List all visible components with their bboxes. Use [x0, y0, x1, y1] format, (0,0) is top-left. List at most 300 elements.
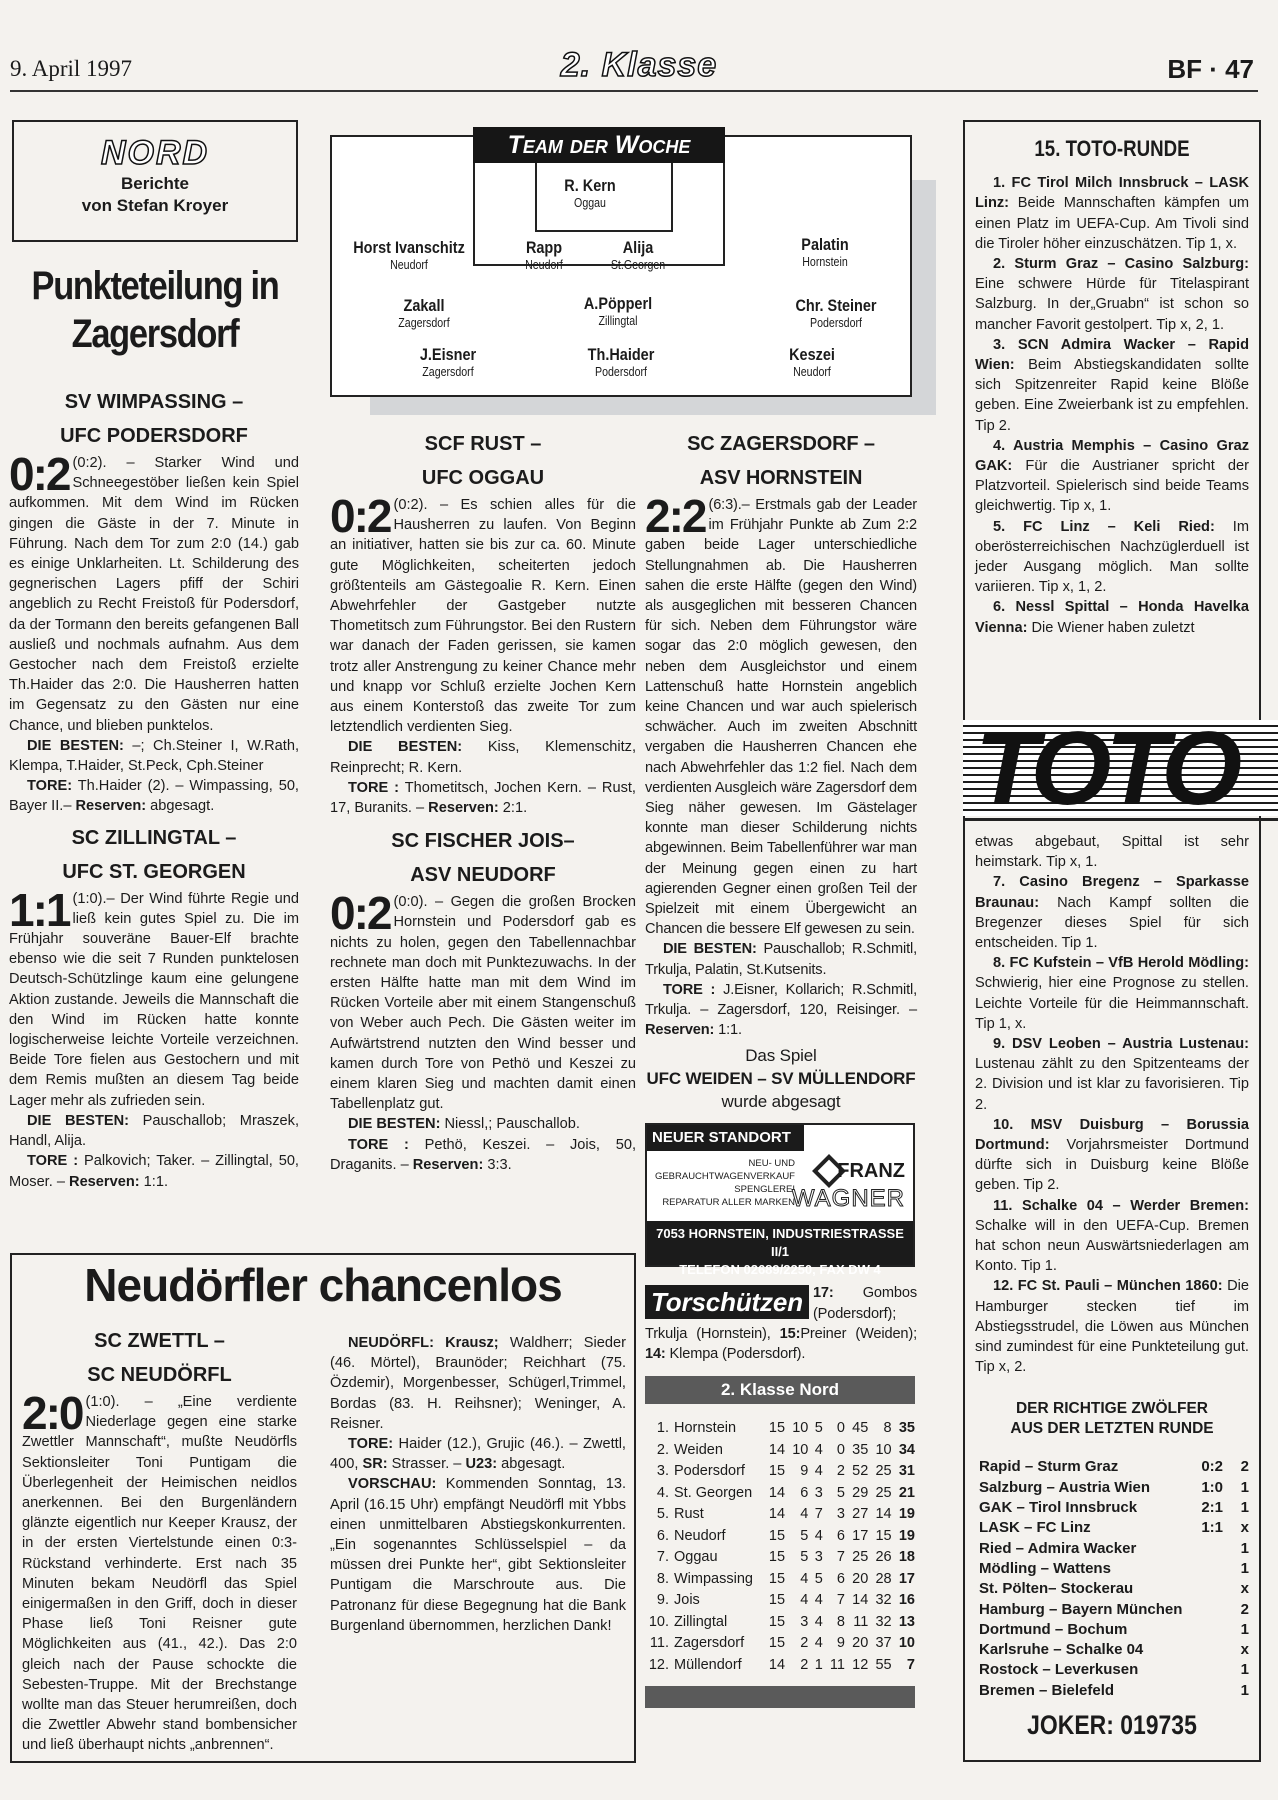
- toto-item: [975, 254, 1249, 335]
- table-row: [645, 1483, 915, 1505]
- table-cell: 4: [814, 1592, 823, 1609]
- ad-services: [655, 1157, 795, 1209]
- player-name: Th.Haider: [587, 345, 655, 364]
- note-text: Waldherr; Sieder (46. Mörtel), Braunöder; Reichhart (75. Özdemir), Morgenbesser, Schügerl,Trimmel, Bordas (83. H. Reihsner); Weninger, A. Reisner.: [330, 1335, 626, 1432]
- table-cell: 4: [814, 1463, 823, 1480]
- article-heading: [645, 427, 917, 495]
- toto-match: 6. Nessl Spittal – Honda Havelka Vienna:: [975, 599, 1249, 636]
- table-cell: 3: [836, 1506, 845, 1523]
- table-cell: 15: [768, 1463, 786, 1480]
- zwoelfer-tip: 1: [1240, 1559, 1249, 1577]
- cancelled-match: UFC WEIDEN – SV MÜLLENDORF: [646, 1069, 916, 1089]
- table-cell: 4: [800, 1506, 809, 1523]
- cancelled-line: wurde abgesagt: [721, 1092, 841, 1112]
- table-cell: 6.: [656, 1527, 669, 1544]
- article-heading: [9, 385, 299, 453]
- note-text: abgesagt.: [146, 798, 215, 815]
- toto-match: 8. FC Kufstein – VfB Herold Mödling:: [993, 955, 1249, 972]
- article-body: [330, 887, 636, 1114]
- table-cell: 2: [800, 1635, 809, 1652]
- zwoelfer-row: [979, 1600, 1249, 1620]
- zwoelfer-tip: 2: [1240, 1600, 1249, 1618]
- article-note: [9, 736, 299, 776]
- table-cell: 14: [852, 1592, 869, 1609]
- table-cell: 25: [852, 1549, 869, 1566]
- note-label: TORE :: [27, 1153, 79, 1170]
- ad-line: GEBRAUCHTWAGENVERKAUF: [654, 1171, 795, 1183]
- table-cell: 11: [853, 1613, 869, 1630]
- zwoelfer-tip: x: [1240, 1641, 1249, 1659]
- player: [373, 345, 523, 379]
- toto-match: 12. FC St. Pauli – München 1860:: [993, 1278, 1223, 1295]
- table-cell: 15: [768, 1420, 786, 1437]
- zwoelfer-score: 1:1: [1201, 1519, 1223, 1537]
- main-headline: [30, 262, 279, 358]
- table-cell: 7: [836, 1549, 845, 1566]
- zwoelfer-heading: [975, 1399, 1249, 1439]
- team-name: Podersdorf: [674, 1463, 745, 1480]
- player-name: Keszei: [789, 345, 835, 364]
- note-text: Preiner (Weiden);: [800, 1325, 917, 1342]
- table-cell: 34: [898, 1441, 915, 1458]
- scorers-label: Torschützen: [645, 1285, 809, 1319]
- table-cell: 15: [768, 1570, 786, 1587]
- zwoelfer-match: Karlsruhe – Schalke 04: [979, 1641, 1144, 1659]
- table-cell: 20: [852, 1635, 869, 1652]
- table-cell: 19: [898, 1506, 915, 1523]
- table-cell: 12.: [648, 1656, 669, 1673]
- zwoelfer-table: [979, 1457, 1249, 1701]
- zwoelfer-match: Mödling – Wattens: [979, 1559, 1111, 1577]
- table-cell: 13: [898, 1613, 915, 1630]
- zwoelfer-score: 2:1: [1201, 1499, 1223, 1517]
- table-cell: 45: [852, 1420, 869, 1437]
- table-row: [645, 1590, 915, 1612]
- note-text: 1:1.: [139, 1173, 169, 1190]
- zwoelfer-match: Rostock – Leverkusen: [979, 1661, 1139, 1679]
- table-cell: 4: [814, 1613, 823, 1630]
- player-club: Podersdorf: [810, 316, 862, 330]
- table-cell: 3: [800, 1613, 809, 1630]
- toto-item: [975, 953, 1249, 1034]
- zwoelfer-tip: x: [1240, 1519, 1249, 1537]
- article-heading: [22, 1324, 297, 1392]
- article-heading: [330, 427, 636, 495]
- note-text: abgesagt.: [497, 1456, 566, 1473]
- note-label: DIE BESTEN:: [27, 737, 124, 754]
- table-cell: 15: [768, 1613, 786, 1630]
- zwoelfer-row: [979, 1539, 1249, 1559]
- table-cell: 8.: [656, 1570, 669, 1587]
- player-club: Neudorf: [525, 258, 563, 272]
- note-label: TORE:: [27, 778, 73, 795]
- standings-table: [645, 1418, 915, 1676]
- player-name: R. Kern: [564, 176, 616, 195]
- table-cell: 9: [836, 1635, 845, 1652]
- table-row: [645, 1440, 915, 1462]
- article-text: (0:0). – Gegen die großen Brocken Hornstein und Podersdorf gab es nichts zu holen, gegen den Tabellennachbar rechnete man doch mit Punktezuwachs. In der ersten Hälfte hatte man mit dem Wind im Rücken Vorteile aber mit einem Stangenschuß von Weber auch Pech. Die Gästen weiter im Aufwärtstrend nutzten den Wind besser und kamen durch Tore von Pethö und Keszei zu einem klaren Sieg und machten damit einen Tabellenplatz gut.: [330, 894, 636, 1113]
- heading-line: SCF RUST –: [424, 433, 542, 455]
- player-name: Zakall: [403, 296, 445, 315]
- player-club: Podersdorf: [595, 365, 647, 379]
- column-middle: [330, 425, 636, 1179]
- zwoelfer-score: 1:0: [1201, 1478, 1223, 1496]
- toto-item: [975, 1115, 1249, 1196]
- zwoelfer-match: Bremen – Bielefeld: [979, 1681, 1115, 1699]
- article-text: (1:0). – „Eine verdiente Niederlage gegen eine starke Zwettler Mannschaft“, mußte Neudörfls Sektionsleiter Toni Puntigam die Überlegenheit der Heimischen neidlos anerkennen. Bei den Burgenländern glänzte eigentlich nur Keeper Krausz, der in der ersten Viertelstunde einen 0:3-Rückstand verhinderte. Erst nach 35 Minuten bekam Neudörfl das Spiel einigermaßen in den Griff, doch in dieser Phase ließ Toni Reisner gute Möglichkeiten aus (41., 42.). Das 2:0 gleich nach der Pause schockte die Sebesten-Truppe. Mit der Brechstange wollte man das Steuer herumreißen, doch die Zwettler Abwehr stand bombensicher und ließ überhaupt nichts „anbrennen“.: [22, 1394, 297, 1754]
- toto-rule: [963, 818, 1278, 821]
- table-row: [645, 1655, 915, 1677]
- table-cell: 15: [875, 1527, 892, 1544]
- note-label: Reserven:: [69, 1173, 140, 1190]
- toto-text: Lustenau zählt zu den Spitzenteams der 2. Division und ist klar zu favorisieren. Tip 2.: [975, 1056, 1249, 1113]
- zwoelfer-tip: 1: [1240, 1681, 1249, 1699]
- player-name: Chr. Steiner: [795, 296, 877, 315]
- toto-item: [975, 597, 1249, 637]
- note-label: TORE :: [663, 981, 716, 998]
- heading-line: SC FISCHER JOIS–: [391, 830, 575, 853]
- nord-box: [12, 120, 298, 242]
- article: [330, 824, 636, 1175]
- toto-text: Die Wiener haben zuletzt: [1027, 619, 1195, 636]
- note-text: Pethö, Keszei. – Jois, 50, Draganits. –: [330, 1136, 636, 1173]
- table-cell: 8: [836, 1613, 845, 1630]
- table-row: [645, 1569, 915, 1591]
- toto-item: [975, 1034, 1249, 1115]
- toto-items-first: [975, 173, 1249, 638]
- table-cell: 19: [898, 1527, 915, 1544]
- table-cell: 20: [852, 1570, 869, 1587]
- table-cell: 7: [906, 1656, 915, 1673]
- match-score: 0:2: [330, 887, 391, 940]
- zwoelfer-row: [979, 1478, 1249, 1498]
- table-cell: 7: [814, 1506, 823, 1523]
- note-label: Reserven:: [645, 1022, 715, 1039]
- zwoelfer-tip: 2: [1240, 1458, 1249, 1476]
- note-text: Haider (12.), Grujic (46.). – Zwettl, 400,: [330, 1436, 626, 1473]
- note-text: Klempa (Podersdorf).: [665, 1346, 806, 1363]
- zwoelfer-row: [979, 1660, 1249, 1680]
- toto-column-top: [975, 125, 1249, 638]
- note-label: VORSCHAU:: [348, 1476, 437, 1493]
- zwoelfer-tip: 1: [1240, 1499, 1249, 1517]
- table-cell: 5: [814, 1420, 823, 1437]
- note-label: 14:: [645, 1346, 666, 1363]
- note-text: 3:3.: [483, 1156, 512, 1173]
- zwoelfer-row: [979, 1518, 1249, 1538]
- article-body: [330, 490, 636, 737]
- table-cell: 5: [800, 1549, 809, 1566]
- team-name: Müllendorf: [674, 1656, 742, 1673]
- player: [750, 235, 900, 269]
- zwoelfer-match: Dortmund – Bochum: [979, 1620, 1128, 1638]
- article-heading: [330, 824, 636, 892]
- note-label: TORE :: [348, 779, 400, 796]
- toto-item: [975, 872, 1249, 953]
- match-score: 1:1: [9, 883, 70, 936]
- table-cell: 52: [852, 1463, 869, 1480]
- zwoelfer-match: Salzburg – Austria Wien: [979, 1478, 1151, 1496]
- table-cell: 25: [875, 1484, 892, 1501]
- note-text: Palkovich; Taker. – Zillingtal, 50, Moser. –: [9, 1153, 299, 1190]
- note-text: Thometitsch, Jochen Kern. – Rust, 17, Buranits. –: [330, 779, 636, 817]
- player-club: Zillingtal: [598, 314, 638, 328]
- table-row: [645, 1633, 915, 1655]
- toto-item: [975, 1196, 1249, 1277]
- note-text: Strasser. –: [387, 1456, 466, 1473]
- bottom-article-right: [330, 1333, 626, 1636]
- toto-items-second: [975, 872, 1249, 1377]
- zwoelfer-match: Rapid – Sturm Graz: [979, 1458, 1119, 1476]
- table-cell: 4: [800, 1592, 809, 1609]
- ad-contact: [647, 1221, 913, 1278]
- article-note: [330, 1135, 636, 1175]
- table-cell: 0: [836, 1441, 845, 1458]
- heading-line: SC ZWETTL –: [94, 1330, 225, 1352]
- page-number: BF · 47: [1167, 54, 1254, 84]
- player-club: Neudorf: [390, 258, 428, 272]
- nord-byline-2: von Stefan Kroyer: [81, 196, 229, 215]
- toto-logo-text: TOTO: [975, 720, 1237, 816]
- section-title: 2. Klasse: [560, 46, 718, 84]
- player: [515, 176, 665, 210]
- table-cell: 25: [875, 1463, 892, 1480]
- note-label: NEUDÖRFL: Krausz;: [348, 1335, 499, 1351]
- player-club: St.Georgen: [610, 258, 666, 272]
- table-cell: 5: [800, 1527, 809, 1544]
- toto-match: 5. FC Linz – Keli Ried:: [993, 518, 1215, 535]
- header-rule: [10, 90, 1258, 92]
- heading-line: UFC PODERSDORF: [60, 425, 248, 447]
- zwoelfer-match: St. Pölten– Stockerau: [979, 1580, 1134, 1598]
- zwoelfer-match: GAK – Tirol Innsbruck: [979, 1499, 1138, 1517]
- article-note: [645, 980, 917, 1041]
- player-name: Rapp: [525, 238, 563, 257]
- table-cell: 55: [875, 1656, 892, 1673]
- article-body: [645, 490, 917, 939]
- article: [9, 385, 299, 817]
- article-note: [9, 1151, 299, 1191]
- table-cell: 32: [875, 1613, 892, 1630]
- player-club: Neudorf: [793, 365, 831, 379]
- zwoelfer-tip: 1: [1240, 1620, 1249, 1638]
- table-cell: 10: [792, 1420, 809, 1437]
- table-row: [645, 1418, 915, 1440]
- table-row: [645, 1547, 915, 1569]
- heading-line: SV WIMPASSING –: [64, 391, 244, 413]
- note-label: DIE BESTEN:: [27, 1112, 129, 1129]
- table-cell: 14: [768, 1656, 786, 1673]
- table-cell: 14: [768, 1506, 786, 1523]
- heading-line: SC ZAGERSDORF –: [687, 433, 875, 455]
- table-cell: 11: [829, 1656, 845, 1673]
- heading-line: ASV NEUDORF: [410, 864, 556, 887]
- zwoelfer-match: LASK – FC Linz: [979, 1519, 1091, 1537]
- ad-brand-last: WAGNER: [791, 1185, 905, 1213]
- table-cell: 16: [898, 1592, 915, 1609]
- zwoelfer-heading-line: AUS DER LETZTEN RUNDE: [1010, 1420, 1214, 1438]
- player-name: J.Eisner: [419, 345, 477, 364]
- column-third: [645, 425, 917, 1708]
- toto-item: [975, 1276, 1249, 1377]
- team-name: Wimpassing: [674, 1570, 753, 1587]
- table-cell: 15: [768, 1592, 786, 1609]
- toto-title: 15. TOTO-RUNDE: [1034, 136, 1190, 161]
- player-name: Palatin: [801, 235, 849, 254]
- article-note: [330, 737, 636, 777]
- zwoelfer-row: [979, 1498, 1249, 1518]
- table-cell: 4: [800, 1570, 809, 1587]
- team-name: St. Georgen: [674, 1484, 753, 1501]
- toto-text: Schalke will in den UEFA-Cup. Bremen hat schon neun Auswärtsniederlagen am Konto. Tip 1.: [975, 1217, 1249, 1275]
- joker-number: JOKER: 019735: [1027, 1710, 1197, 1741]
- toto-text: Nach Kampf sollten die Bregenzer dieses Spiel für sich entscheiden. Tip 1.: [975, 894, 1249, 952]
- table-cell: 27: [852, 1506, 869, 1523]
- note-label: DIE BESTEN:: [348, 1116, 441, 1133]
- zwoelfer-score: 0:2: [1201, 1458, 1223, 1476]
- toto-text: Für die Austrianer spricht der Platzvorteil. Spielerisch sind beide Teams gleichwertig. Tip x, 1.: [975, 458, 1249, 515]
- note-text: Kiss, Klemenschitz, Reinprecht; R. Kern.: [330, 739, 637, 776]
- article-heading: [9, 821, 299, 889]
- ad-line: SPENGLEREI: [734, 1184, 795, 1196]
- table-cell: 10.: [648, 1613, 669, 1630]
- table-cell: 10: [898, 1635, 915, 1652]
- toto-item-continued: etwas abgebaut, Spittal ist sehr heimstark. Tip x, 1.: [975, 834, 1249, 871]
- zwoelfer-score: [1199, 1660, 1223, 1680]
- heading-line: UFC OGGAU: [421, 467, 545, 489]
- zwoelfer-tip: 1: [1240, 1661, 1249, 1679]
- team-name: Neudorf: [674, 1527, 726, 1544]
- ad-phone: TELEFON 02689/2250, FAX DW 4: [679, 1262, 881, 1278]
- player-name: A.Pöpperl: [583, 294, 653, 313]
- article-note: [645, 939, 917, 979]
- team-name: Jois: [674, 1592, 700, 1609]
- note-label: 17:: [812, 1285, 834, 1302]
- toto-text: Schwierig, hier eine Prognose zu stellen. Leichte Vorteile für die Heimmannschaft. Tip 1, x.: [975, 975, 1249, 1032]
- nord-byline-1: Berichte: [120, 174, 190, 193]
- article-note: [330, 1114, 636, 1134]
- zwoelfer-score: [1199, 1539, 1223, 1559]
- toto-text: Beide Mannschaften kämpfen um einen Platz im UEFA-Cup. Am Tivoli sind die Tiroler höher einzuschätzen. Tip 1, x.: [975, 195, 1249, 252]
- table-cell: 4: [814, 1441, 823, 1458]
- toto-match: 9. DSV Leoben – Austria Lustenau:: [993, 1036, 1249, 1053]
- note-label: SR:: [362, 1456, 388, 1473]
- table-cell: 15: [768, 1549, 786, 1566]
- table-footer-bar: [645, 1686, 915, 1708]
- table-cell: 1.: [656, 1420, 669, 1437]
- table-cell: 29: [852, 1484, 869, 1501]
- table-cell: 0: [836, 1420, 845, 1437]
- team-name: Oggau: [674, 1549, 718, 1566]
- table-cell: 12: [852, 1656, 869, 1673]
- toto-text: Beim Abstiegskandidaten sollte sich Spitzenreiter Rapid keine Blöße geben. Eine Zweierbank ist zu empfehlen. Tip 2.: [975, 357, 1249, 434]
- cancelled-line: Das Spiel: [745, 1046, 817, 1066]
- zwoelfer-tip: x: [1240, 1580, 1249, 1598]
- article-note: [9, 776, 299, 816]
- zwoelfer-tip: 1: [1240, 1478, 1249, 1496]
- toto-item: [975, 173, 1249, 254]
- table-cell: 10: [792, 1441, 809, 1458]
- toto-match: 2. Sturm Graz – Casino Salzburg:: [993, 256, 1249, 273]
- headline-line: Punkteteilung in: [31, 264, 279, 308]
- player: [563, 238, 713, 272]
- table-cell: 3: [814, 1484, 823, 1501]
- table-row: [645, 1612, 915, 1634]
- table-cell: 5.: [656, 1506, 669, 1523]
- article-note: [9, 1111, 299, 1151]
- zwoelfer-score: [1199, 1640, 1223, 1660]
- cancelled-notice: [645, 1044, 917, 1113]
- zwoelfer-row: [979, 1620, 1249, 1640]
- table-cell: 2: [800, 1656, 809, 1673]
- zwoelfer-heading-line: DER RICHTIGE ZWÖLFER: [1015, 1400, 1209, 1418]
- player: [334, 238, 484, 272]
- table-cell: 3: [814, 1549, 823, 1566]
- note-label: Reserven:: [75, 798, 147, 815]
- team-name: Rust: [674, 1506, 704, 1523]
- bottom-headline: Neudörfler chancenlos: [84, 1259, 562, 1311]
- article: [330, 427, 636, 818]
- nord-logo: NORD: [100, 134, 210, 172]
- table-cell: 7: [836, 1592, 845, 1609]
- match-score: 2:0: [22, 1387, 83, 1439]
- toto-match: 7. Casino Bregenz – Sparkasse Braunau:: [975, 874, 1249, 911]
- table-cell: 18: [898, 1549, 915, 1566]
- article-text: (0:2). – Es schien alles für die Hausherren zu laufen. Von Beginn an initiativer, hatten sie bis zur ca. 60. Minute gute Möglichkeiten, scheiterten jedoch größtenteils am Gästegoalie R. Kern. Einen Abwehrfehler der Gastgeber nutzte Thometitsch zum Führungstor. Bei den Rustern war danach der Faden gerissen, sie kamen trotz aller Anstrengung zu keiner Chance mehr und knapp vor Schluß erzielte Jochen Kern aus einem Konterstoß das zweite Tor zum letztendlich verdienten Sieg.: [330, 497, 636, 736]
- article-body: [9, 883, 299, 1111]
- article: [9, 821, 299, 1192]
- zwoelfer-score: [1199, 1620, 1223, 1640]
- zwoelfer-match: Ried – Admira Wacker: [979, 1539, 1137, 1557]
- zwoelfer-score: [1199, 1600, 1223, 1620]
- article-text: (6:3).– Erstmals gab der Leader im Frühjahr Punkte ab Zum 2:2 gaben beide Lager unterschiedliche Stellungnahmen ab. Die Hausherren sahen die erste Hälfte (gegen den Wind) als ausgeglichen mit besseren Chancen für sich. Neben dem Führungstor wäre sogar das 2:0 möglich gewesen, den neben dem Ausgleichstor und einem Lattenschuß hatte Hornstein angeblich keine Chancen und war auch spielerisch schwächer. Auch im zweiten Abschnitt vergaben die Hausherren Chancen ehe nach Abwehrfehler das 1:2 fiel. Nach dem verdienten Ausgleich wäre Zagersdorf dem Sieg näher gewesen. Im Gästelager konnte man dieser Schilderung nichts abgewinnen. Beim Tabellenführer war man der Meinung gegen einen zu hart agierenden Gegner einen großen Teil der Spielzeit mit einem Übergewicht an Chancen die bessere Elf gewesen zu sein.: [645, 497, 917, 938]
- heading-line: ASV HORNSTEIN: [699, 467, 863, 489]
- note-label: Reserven:: [412, 1156, 484, 1173]
- table-cell: 4: [814, 1635, 823, 1652]
- note-label: 15:: [779, 1325, 801, 1342]
- team-name: Hornstein: [674, 1420, 737, 1437]
- article-note: [330, 1434, 626, 1474]
- zwoelfer-row: [979, 1559, 1249, 1579]
- player: [546, 345, 696, 379]
- zwoelfer-row: [979, 1579, 1249, 1599]
- heading-line: SC ZILLINGTAL –: [71, 826, 237, 849]
- team-name: Weiden: [674, 1441, 723, 1458]
- table-row: [645, 1504, 915, 1526]
- player-club: Zagersdorf: [398, 316, 450, 330]
- player: [543, 294, 693, 328]
- table-cell: 6: [800, 1484, 809, 1501]
- toto-match: 1. FC Tirol Milch Innsbruck – LASK Linz:: [975, 175, 1249, 212]
- zwoelfer-tip: 1: [1240, 1539, 1249, 1557]
- player-name: Horst Ivanschitz: [353, 238, 465, 257]
- note-text: Th.Haider (2). – Wimpassing, 50, Bayer II.–: [9, 778, 299, 815]
- table-cell: 4.: [656, 1484, 669, 1501]
- article-body: [22, 1387, 297, 1756]
- table-cell: 14: [768, 1484, 786, 1501]
- table-cell: 37: [875, 1635, 892, 1652]
- player-club: Hornstein: [802, 255, 848, 269]
- zwoelfer-row: [979, 1457, 1249, 1477]
- toto-text: Im oberösterreichischen Nachzüglerduell ist jeder Ausgang möglich. Man sollte variieren. Tip x, 1, 2.: [975, 518, 1249, 596]
- table-cell: 15: [768, 1635, 786, 1652]
- article-note: [330, 1333, 626, 1434]
- column-left: [9, 383, 299, 1196]
- issue-date: 9. April 1997: [10, 56, 133, 81]
- match-score: 0:2: [330, 490, 391, 542]
- team-name: Zagersdorf: [674, 1635, 745, 1652]
- note-label: Reserven:: [428, 800, 499, 817]
